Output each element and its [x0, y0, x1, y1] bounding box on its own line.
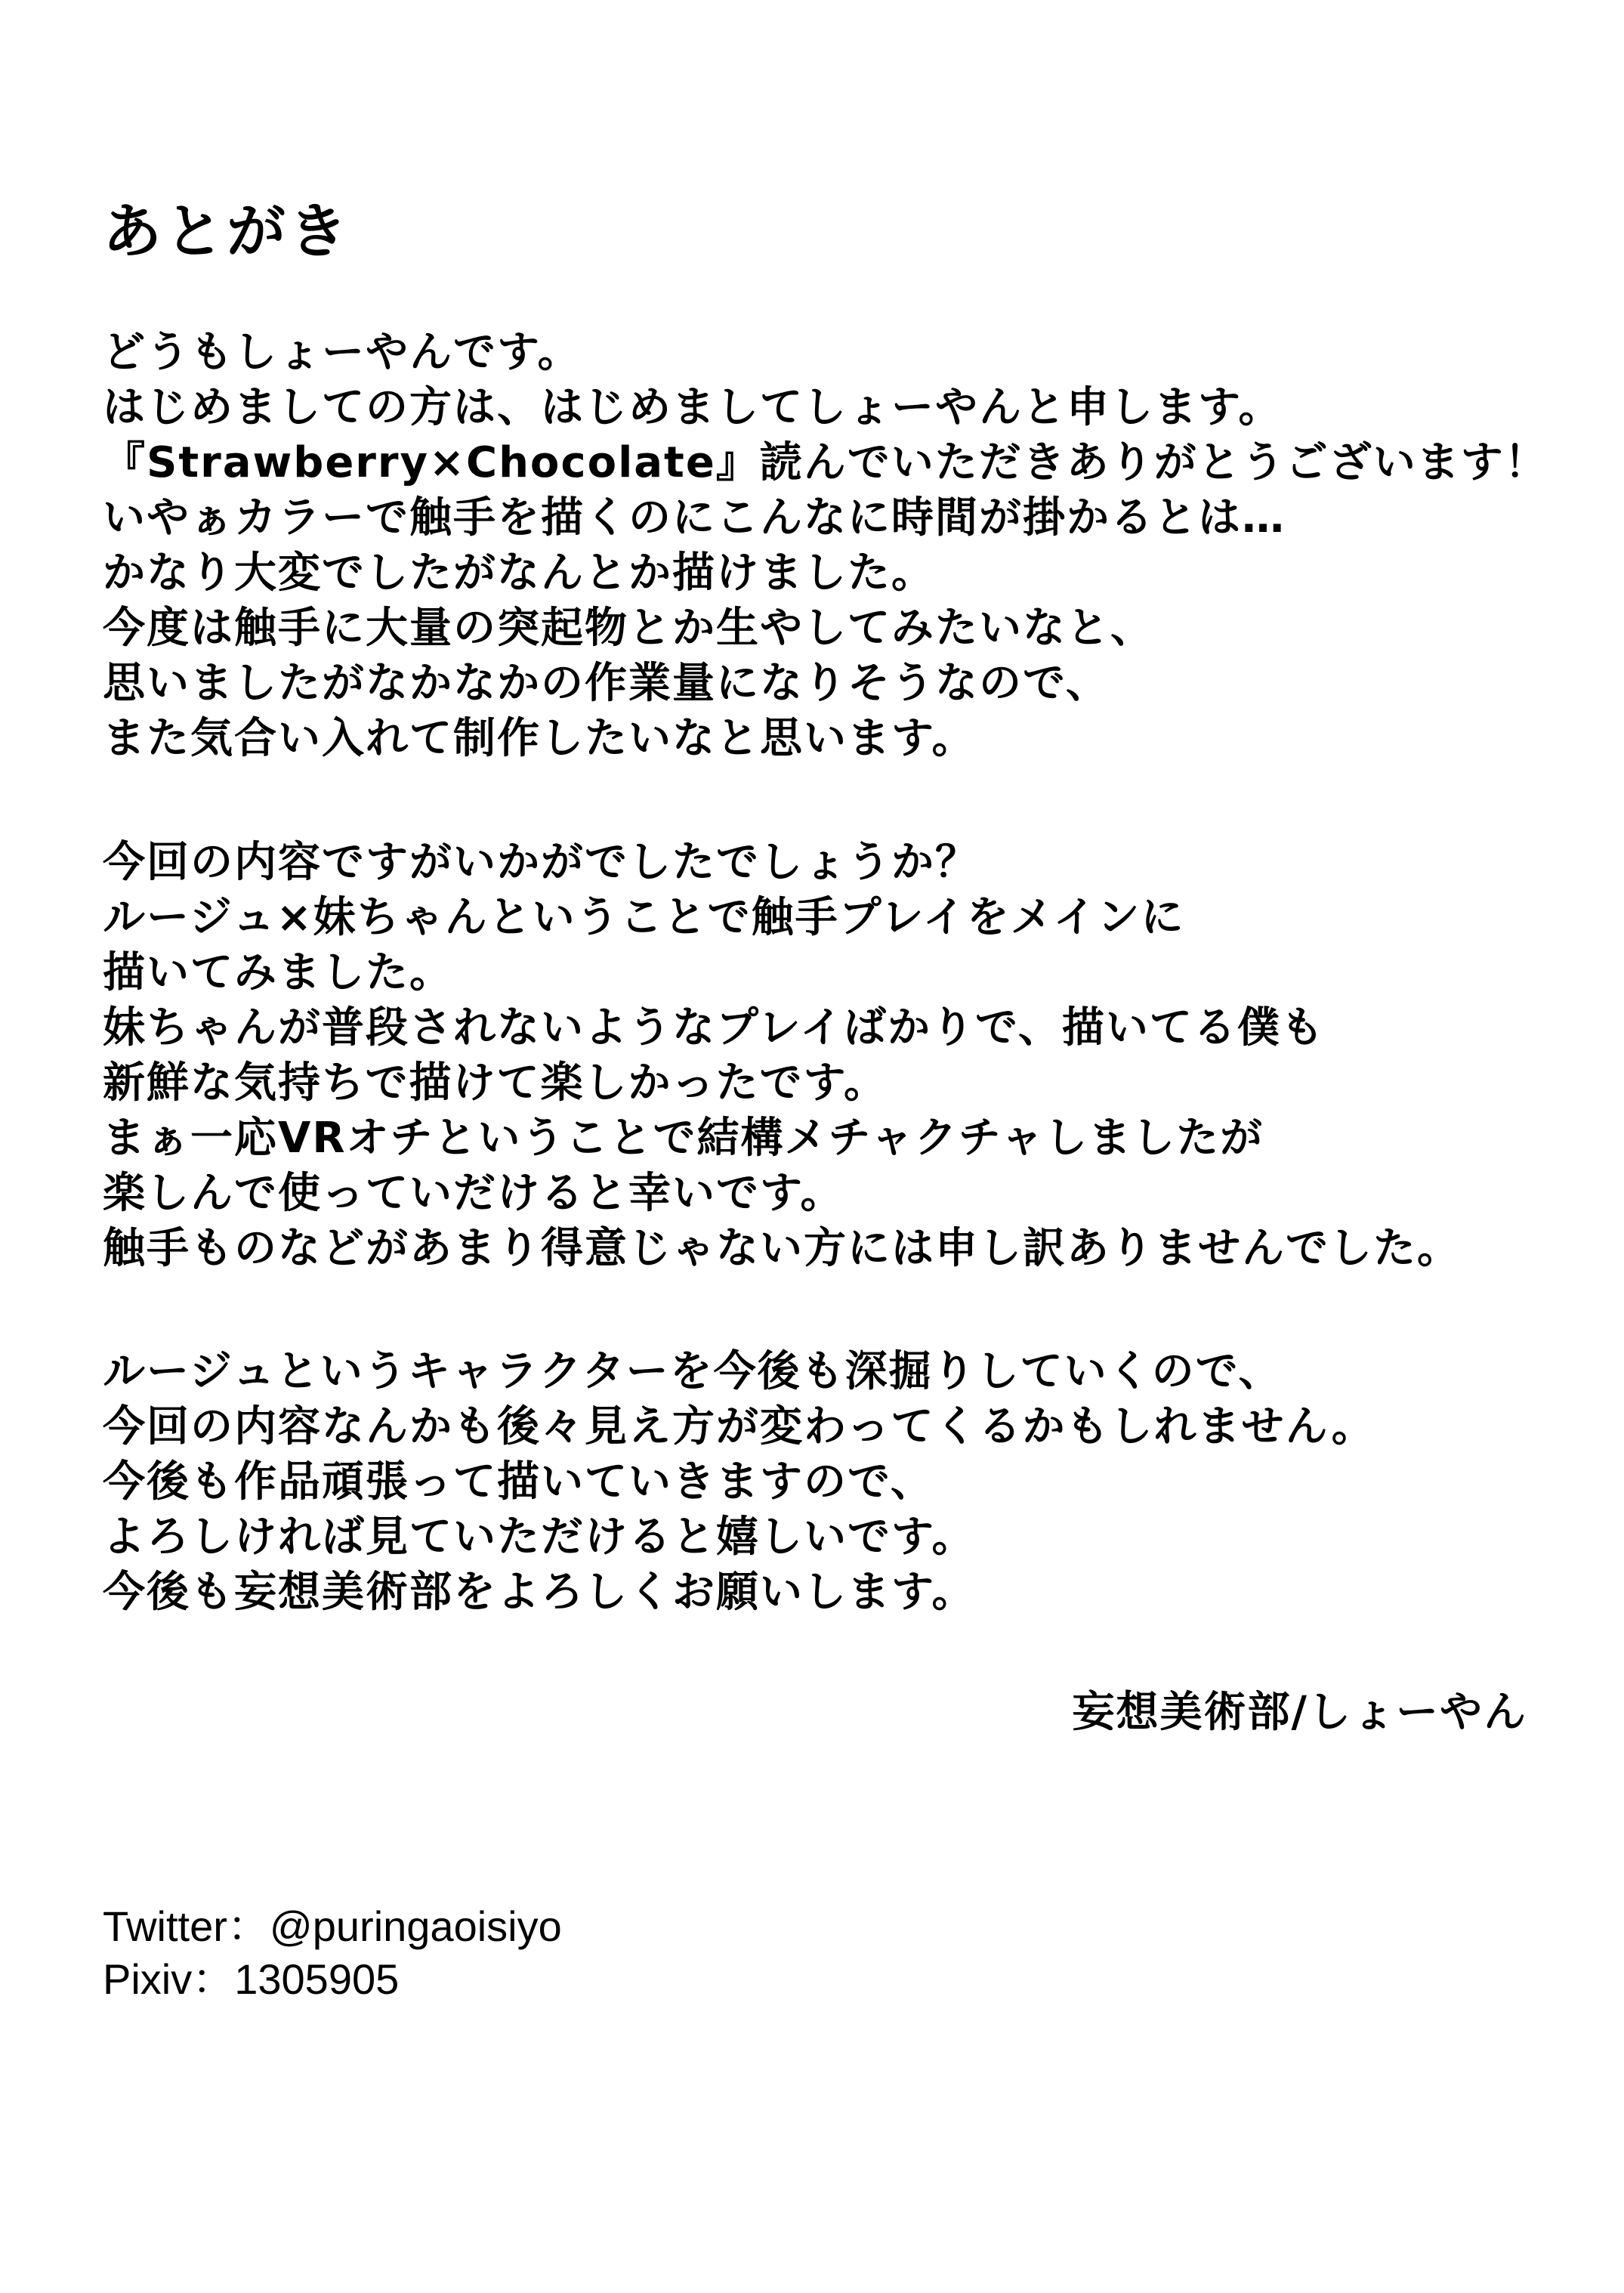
text-line: はじめましての方は、はじめましてしょーやんと申します。 [103, 383, 1283, 432]
author-signature: 妄想美術部/しょーやん [1072, 1688, 1527, 1737]
pixiv-id: Pixiv：1305905 [103, 1955, 400, 2003]
text-line: 今回の内容ですがいかがでしたでしょうか？ [103, 838, 979, 887]
text-line: かなり大変でしたがなんとか描けました。 [103, 549, 935, 598]
text-line: ルージュというキャラクターを今後も深掘りしていくので、 [103, 1347, 1283, 1396]
text-line: 妹ちゃんが普段されないようなプレイばかりで、描いてる僕も [103, 1003, 1325, 1052]
text-line: 今回の内容なんかも後々見え方が変わってくるかもしれません。 [103, 1402, 1375, 1451]
text-line: 触手ものなどがあまり得意じゃない方には申し訳ありませんでした。 [103, 1224, 1461, 1273]
paragraph-closing [103, 1344, 1375, 1620]
text-line: 描いてみました。 [103, 948, 453, 997]
twitter-handle: Twitter：@puringaoisiyo [103, 1902, 562, 1950]
text-line: 今後も妄想美術部をよろしくお願いします。 [103, 1568, 976, 1617]
contact-info [103, 1900, 562, 2006]
text-line: いやぁカラーで触手を描くのにこんなに時間が掛かるとは… [103, 493, 1286, 542]
text-line: また気合い入れて制作したいなと思います。 [103, 714, 976, 763]
text-line: よろしければ見ていただけると嬉しいです。 [103, 1513, 976, 1562]
text-line: 今後も作品頑張って描いていきますので、 [103, 1457, 934, 1507]
text-line: どうもしょーやんです。 [103, 328, 582, 377]
text-line: ルージュ×妹ちゃんということで触手プレイをメインに [103, 893, 1185, 942]
paragraph-greeting [103, 325, 1548, 766]
text-line: 『Strawberry×Chocolate』読んでいただきありがとうございます！ [103, 438, 1548, 487]
page-title: あとがき [103, 198, 351, 266]
text-line: 新鮮な気持ちで描けて楽しかったです。 [103, 1058, 888, 1108]
text-line: まぁ一応VRオチということで結構メチャクチャしましたが [103, 1114, 1264, 1163]
text-line: 思いましたがなかなかの作業量になりそうなので、 [103, 659, 1110, 708]
text-line: 楽しんで使っていだけると幸いです。 [103, 1169, 844, 1218]
paragraph-content [103, 835, 1461, 1276]
text-line: 今度は触手に大量の突起物とか生やしてみたいなと、 [103, 604, 1154, 653]
